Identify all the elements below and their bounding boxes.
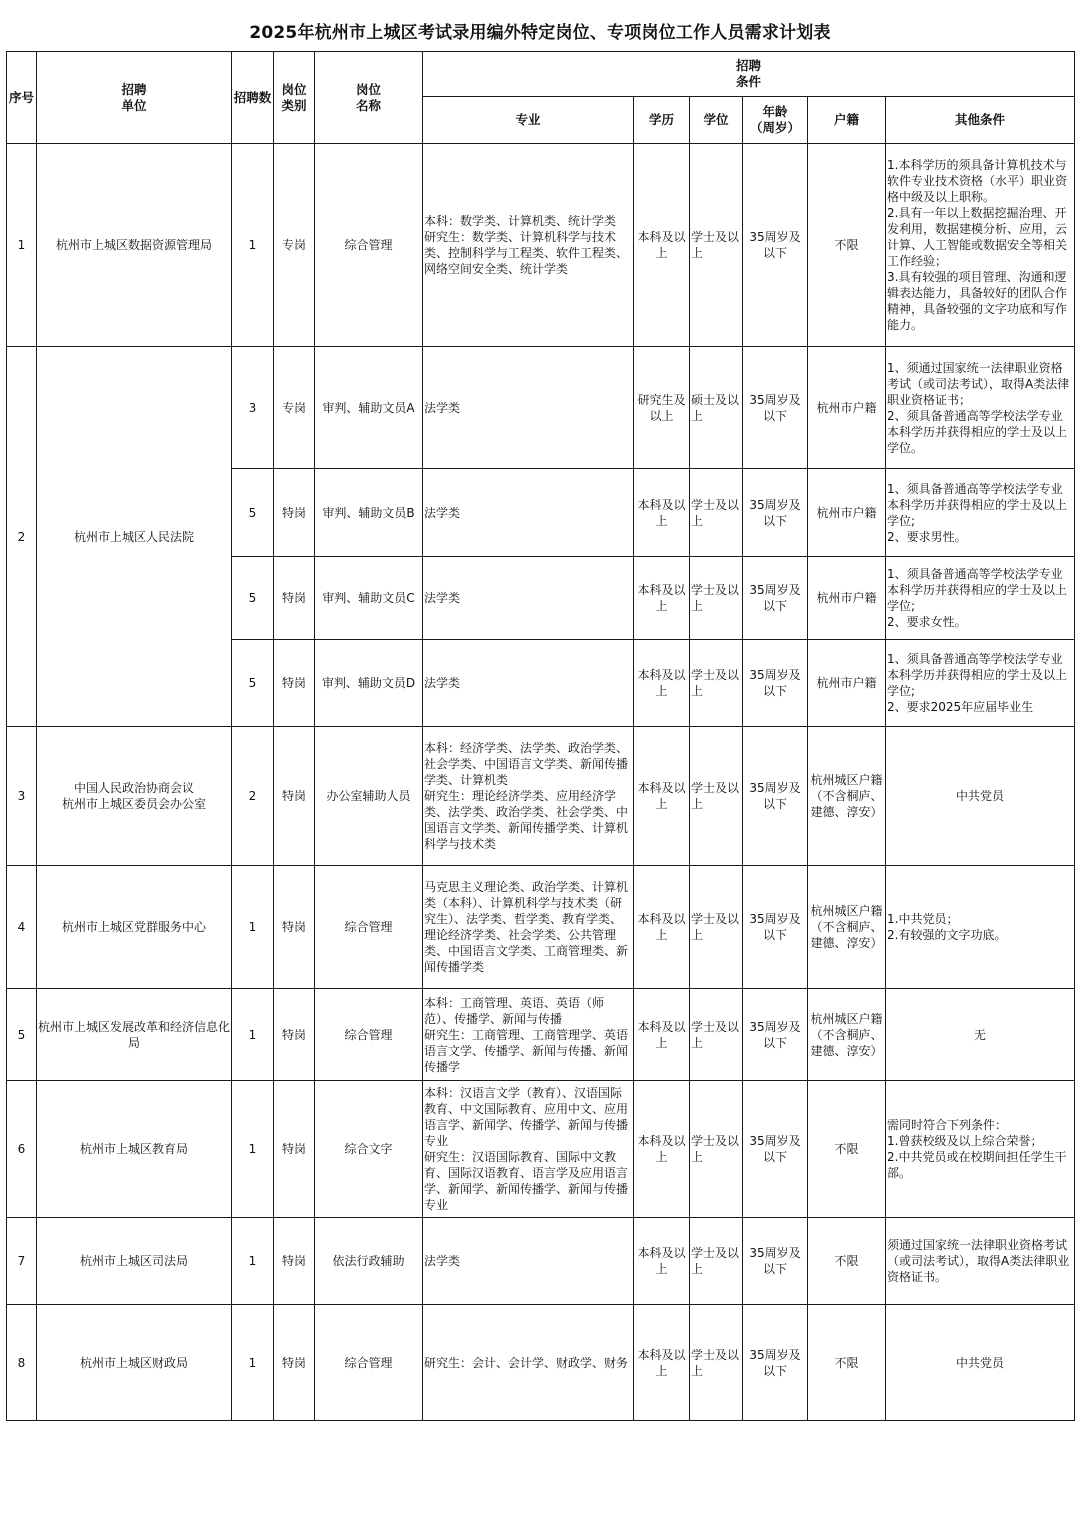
cell-degree: 学士及以上 [690, 557, 743, 640]
cell-seq: 4 [7, 866, 37, 989]
cell-age: 35周岁及以下 [743, 866, 808, 989]
header-hukou: 户籍 [808, 97, 886, 144]
cell-name: 综合管理 [315, 989, 423, 1081]
cell-age: 35周岁及以下 [743, 144, 808, 347]
cell-name: 依法行政辅助 [315, 1218, 423, 1305]
cell-major: 研究生：会计、会计学、财政学、财务 [423, 1305, 634, 1421]
cell-seq: 2 [7, 347, 37, 727]
cell-age: 35周岁及以下 [743, 557, 808, 640]
cell-education: 本科及以上 [634, 1081, 690, 1218]
cell-other: 需同时符合下列条件： 1.曾获校级及以上综合荣誉； 2.中共党员或在校期间担任学生干部。 [886, 1081, 1075, 1218]
header-degree: 学位 [690, 97, 743, 144]
cell-name: 审判、辅助文员B [315, 469, 423, 557]
cell-major: 法学类 [423, 640, 634, 727]
table-row [7, 347, 1075, 469]
cell-count: 3 [232, 347, 274, 469]
cell-hukou: 杭州市户籍 [808, 469, 886, 557]
table-row [7, 989, 1075, 1081]
cell-unit: 杭州市上城区数据资源管理局 [37, 144, 232, 347]
cell-major: 本科：数学类、计算机类、统计学类 研究生：数学类、计算机科学与技术类、控制科学与工程类、软件工程类、网络空间安全类、统计学类 [423, 144, 634, 347]
header-major: 专业 [423, 97, 634, 144]
table-row [7, 866, 1075, 989]
cell-age: 35周岁及以下 [743, 727, 808, 866]
cell-hukou: 杭州城区户籍（不含桐庐、建德、淳安） [808, 866, 886, 989]
cell-seq: 1 [7, 144, 37, 347]
cell-count: 1 [232, 1081, 274, 1218]
cell-education: 本科及以上 [634, 989, 690, 1081]
cell-degree: 学士及以上 [690, 640, 743, 727]
cell-name: 综合文字 [315, 1081, 423, 1218]
cell-age: 35周岁及以下 [743, 469, 808, 557]
cell-major: 本科：工商管理、英语、英语（师范）、传播学、新闻与传播 研究生：工商管理、工商管理学、英语语言文学、传播学、新闻与传播、新闻传播学 [423, 989, 634, 1081]
cell-type: 特岗 [274, 557, 315, 640]
cell-degree: 学士及以上 [690, 989, 743, 1081]
cell-hukou: 不限 [808, 1305, 886, 1421]
cell-unit: 杭州市上城区财政局 [37, 1305, 232, 1421]
header-type: 岗位 类别 [274, 52, 315, 144]
cell-degree: 学士及以上 [690, 1305, 743, 1421]
cell-type: 专岗 [274, 144, 315, 347]
cell-other: 1、须通过国家统一法律职业资格考试（或司法考试），取得A类法律职业资格证书； 2、须具备普通高等学校法学专业本科学历并获得相应的学士及以上学位。 [886, 347, 1075, 469]
header-seq: 序号 [7, 52, 37, 144]
cell-count: 2 [232, 727, 274, 866]
cell-type: 特岗 [274, 469, 315, 557]
cell-type: 专岗 [274, 347, 315, 469]
header-conditions: 招聘 条件 [423, 52, 1075, 97]
cell-hukou: 不限 [808, 1218, 886, 1305]
cell-count: 1 [232, 1218, 274, 1305]
cell-age: 35周岁及以下 [743, 989, 808, 1081]
cell-hukou: 杭州市户籍 [808, 640, 886, 727]
cell-seq: 8 [7, 1305, 37, 1421]
cell-education: 本科及以上 [634, 1305, 690, 1421]
header-count: 招聘数 [232, 52, 274, 144]
cell-education: 本科及以上 [634, 1218, 690, 1305]
cell-hukou: 不限 [808, 144, 886, 347]
page-title: 2025年杭州市上城区考试录用编外特定岗位、专项岗位工作人员需求计划表 [249, 23, 831, 43]
cell-other: 1、须具备普通高等学校法学专业本科学历并获得相应的学士及以上学位; 2、要求2025年应届毕业生 [886, 640, 1075, 727]
cell-unit: 杭州市上城区发展改革和经济信息化局 [37, 989, 232, 1081]
cell-hukou: 杭州城区户籍（不含桐庐、建德、淳安） [808, 989, 886, 1081]
cell-other: 无 [886, 989, 1075, 1081]
cell-count: 5 [232, 640, 274, 727]
cell-hukou: 杭州城区户籍（不含桐庐、建德、淳安） [808, 727, 886, 866]
cell-name: 综合管理 [315, 144, 423, 347]
cell-seq: 5 [7, 989, 37, 1081]
cell-seq: 6 [7, 1081, 37, 1218]
cell-type: 特岗 [274, 640, 315, 727]
table-row [7, 727, 1075, 866]
cell-type: 特岗 [274, 866, 315, 989]
cell-other: 1、须具备普通高等学校法学专业本科学历并获得相应的学士及以上学位; 2、要求男性。 [886, 469, 1075, 557]
cell-name: 审判、辅助文员D [315, 640, 423, 727]
cell-age: 35周岁及以下 [743, 347, 808, 469]
table-row [7, 144, 1075, 347]
cell-count: 1 [232, 866, 274, 989]
cell-unit: 杭州市上城区司法局 [37, 1218, 232, 1305]
cell-unit: 杭州市上城区人民法院 [37, 347, 232, 727]
cell-age: 35周岁及以下 [743, 1218, 808, 1305]
cell-seq: 3 [7, 727, 37, 866]
cell-count: 1 [232, 989, 274, 1081]
cell-education: 本科及以上 [634, 144, 690, 347]
cell-count: 5 [232, 469, 274, 557]
cell-other: 须通过国家统一法律职业资格考试（或司法考试），取得A类法律职业资格证书。 [886, 1218, 1075, 1305]
cell-type: 特岗 [274, 1081, 315, 1218]
cell-education: 研究生及以上 [634, 347, 690, 469]
header-row [7, 52, 1075, 97]
cell-major: 法学类 [423, 1218, 634, 1305]
cell-major: 本科：汉语言文学（教育）、汉语国际教育、中文国际教育、应用中文、应用语言学、新闻学、传播学、新闻与传播专业 研究生：汉语国际教育、国际中文教育、国际汉语教育、语言学及应用语言学、新闻学、新闻传播学、新闻与传播专业 [423, 1081, 634, 1218]
cell-degree: 学士及以上 [690, 1218, 743, 1305]
cell-unit: 杭州市上城区教育局 [37, 1081, 232, 1218]
header-education: 学历 [634, 97, 690, 144]
cell-other: 1、须具备普通高等学校法学专业本科学历并获得相应的学士及以上学位; 2、要求女性。 [886, 557, 1075, 640]
cell-other: 中共党员 [886, 1305, 1075, 1421]
header-other: 其他条件 [886, 97, 1075, 144]
cell-name: 办公室辅助人员 [315, 727, 423, 866]
cell-major: 法学类 [423, 557, 634, 640]
cell-major: 法学类 [423, 347, 634, 469]
cell-name: 综合管理 [315, 866, 423, 989]
cell-degree: 学士及以上 [690, 727, 743, 866]
table-row [7, 1305, 1075, 1421]
cell-hukou: 杭州市户籍 [808, 557, 886, 640]
cell-degree: 硕士及以上 [690, 347, 743, 469]
cell-name: 审判、辅助文员A [315, 347, 423, 469]
cell-education: 本科及以上 [634, 640, 690, 727]
cell-unit: 中国人民政治协商会议 杭州市上城区委员会办公室 [37, 727, 232, 866]
cell-age: 35周岁及以下 [743, 1305, 808, 1421]
header-name: 岗位 名称 [315, 52, 423, 144]
cell-age: 35周岁及以下 [743, 1081, 808, 1218]
cell-count: 5 [232, 557, 274, 640]
header-unit: 招聘 单位 [37, 52, 232, 144]
table-row [7, 1081, 1075, 1218]
cell-education: 本科及以上 [634, 469, 690, 557]
cell-other: 1.本科学历的须具备计算机技术与软件专业技术资格（水平）职业资格中级及以上职称。 2.具有一年以上数据挖掘治理、开发利用，数据建模分析、应用，云计算、人工智能或数据安全等相关工作经验； 3.具有较强的项目管理、沟通和逻辑表达能力，具备较好的团队合作精神，具备较强的文字功底和写作能力。 [886, 144, 1075, 347]
cell-major: 本科：经济学类、法学类、政治学类、社会学类、中国语言文学类、新闻传播学类、计算机类 研究生：理论经济学类、应用经济学类、法学类、政治学类、社会学类、中国语言文学类、新闻传播学类、计算机科学与技术类 [423, 727, 634, 866]
cell-other: 1.中共党员； 2.有较强的文字功底。 [886, 866, 1075, 989]
cell-degree: 学士及以上 [690, 469, 743, 557]
cell-count: 1 [232, 1305, 274, 1421]
cell-education: 本科及以上 [634, 866, 690, 989]
cell-education: 本科及以上 [634, 557, 690, 640]
cell-name: 审判、辅助文员C [315, 557, 423, 640]
cell-hukou: 杭州市户籍 [808, 347, 886, 469]
cell-type: 特岗 [274, 989, 315, 1081]
cell-major: 法学类 [423, 469, 634, 557]
cell-degree: 学士及以上 [690, 144, 743, 347]
cell-degree: 学士及以上 [690, 1081, 743, 1218]
cell-degree: 学士及以上 [690, 866, 743, 989]
cell-other: 中共党员 [886, 727, 1075, 866]
cell-age: 35周岁及以下 [743, 640, 808, 727]
table-row [7, 1218, 1075, 1305]
cell-type: 特岗 [274, 1218, 315, 1305]
cell-unit: 杭州市上城区党群服务中心 [37, 866, 232, 989]
recruitment-table [6, 51, 1075, 1421]
header-age: 年龄 （周岁） [743, 97, 808, 144]
cell-type: 特岗 [274, 727, 315, 866]
cell-major: 马克思主义理论类、政治学类、计算机类（本科）、计算机科学与技术类（研究生）、法学类、哲学类、教育学类、理论经济学类、社会学类、公共管理类、中国语言文学类、工商管理类、新闻传播学类 [423, 866, 634, 989]
cell-hukou: 不限 [808, 1081, 886, 1218]
cell-education: 本科及以上 [634, 727, 690, 866]
cell-type: 特岗 [274, 1305, 315, 1421]
cell-seq: 7 [7, 1218, 37, 1305]
cell-name: 综合管理 [315, 1305, 423, 1421]
cell-count: 1 [232, 144, 274, 347]
